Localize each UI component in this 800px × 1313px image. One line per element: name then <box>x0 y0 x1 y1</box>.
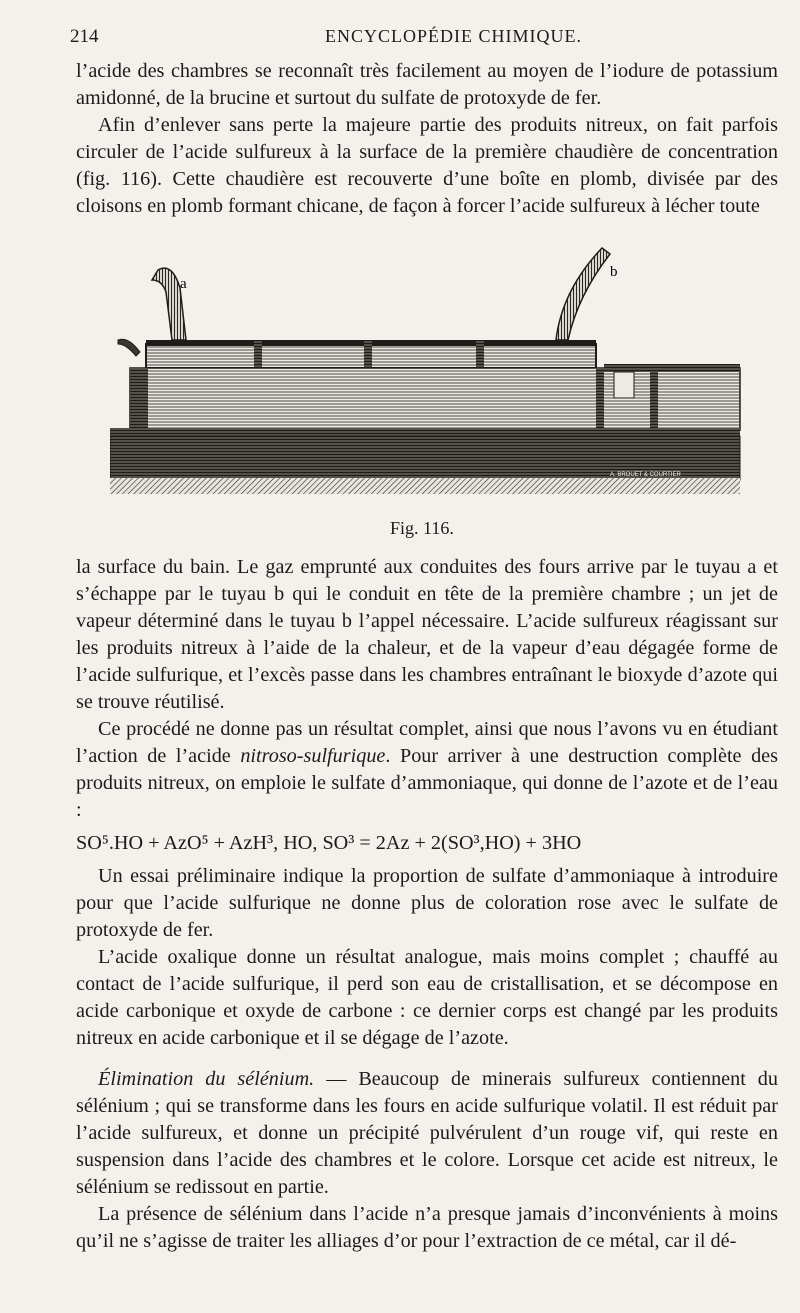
paragraph: Ce procédé ne donne pas un résultat complet, ainsi que nous l’avons vu en étudiant l’action de l’acide nitroso-sulfurique. Pour arriver à une destruction complète des produits nitreux, on emploie le sulfate d’ammoniaque, qui donne de l’azote et de l’eau : <box>76 718 778 821</box>
italic-term: nitroso-sulfurique <box>240 745 386 767</box>
running-title: ENCYCLOPÉDIE CHIMIQUE. <box>325 26 582 46</box>
figure-caption: Fig. 116. <box>390 518 454 538</box>
running-header <box>70 26 760 50</box>
figure-116-illustration <box>110 240 750 500</box>
label-b: b <box>610 264 618 280</box>
page-number: 214 <box>70 26 99 47</box>
engraver-signature: A. BROUET & COURTIER <box>610 472 681 478</box>
label-a: a <box>180 276 187 292</box>
paragraph: la surface du bain. Le gaz emprunté aux conduites des fours arrive par le tuyau a et s’échappe par le tuyau b qui le conduit en tête de la première chambre ; un jet de vapeur déterminé dans le tuyau b l’appel nécessaire. L’acide sulfureux réagissant sur les produits nitreux à l’aide de la chaleur, et de la vapeur d’eau dégagée forme de l’acide sulfurique, et l’excès passe dans les chambres entraînant le bioxyde d’azote qui se trouve réutilisé. <box>76 556 778 713</box>
tube-b <box>556 248 610 340</box>
paragraph: Un essai préliminaire indique la proportion de sulfate d’ammoniaque à introduire pour que l’acide sulfurique ne donne plus de coloration rose avec le sulfate de protoxyde de fer. <box>76 865 778 941</box>
paragraph: Afin d’enlever sans perte la majeure partie des produits nitreux, on fait parfois circuler de l’acide sulfureux à la surface de la première chaudière de concentration (fig. 116). Cette chaudière est recouverte d’une boîte en plomb, divisée par des cloisons en plomb formant chicane, de façon à forcer l’acide sulfureux à lécher toute <box>76 114 778 217</box>
paragraph: l’acide des chambres se reconnaît très facilement au moyen de l’iodure de potassium amidonné, de la brucine et surtout du sulfate de protoxyde de fer. <box>76 60 778 109</box>
boiler <box>130 368 740 430</box>
paragraph: La présence de sélénium dans l’acide n’a presque jamais d’inconvénients à moins qu’il ne s’agisse de traiter les alliages d’or pour l’extraction de ce métal, car il dé- <box>76 1203 778 1252</box>
section-heading: Élimination du sélénium. <box>98 1068 315 1090</box>
chemical-formula: SO⁵.HO + AzO⁵ + AzH³, HO, SO³ = 2Az + 2(SO³,HO) + 3HO <box>76 832 582 854</box>
text-block-bottom <box>76 554 778 1255</box>
text-block-top <box>76 58 778 220</box>
paragraph: Élimination du sélénium. — Beaucoup de minerais sulfureux contiennent du sélénium ; qui se transforme dans les fours en acide sulfurique volatil. Il est réduit par l’acide sulfureux, et donne un précipité pulvérulent d’un rouge vif, qui reste en suspension dans l’acide des chambres et le colore. Lorsque cet acide est nitreux, le sélénium se redissout en partie. <box>76 1068 778 1198</box>
paragraph: L’acide oxalique donne un résultat analogue, mais moins complet ; chauffé au contact de l’acide sulfurique, il perd son eau de cristallisation, et se décompose en acide carbonique et oxyde de carbone : ce dernier corps est changé par les produits nitreux en acide carbonique et il se dégage de l’azote. <box>76 946 778 1049</box>
